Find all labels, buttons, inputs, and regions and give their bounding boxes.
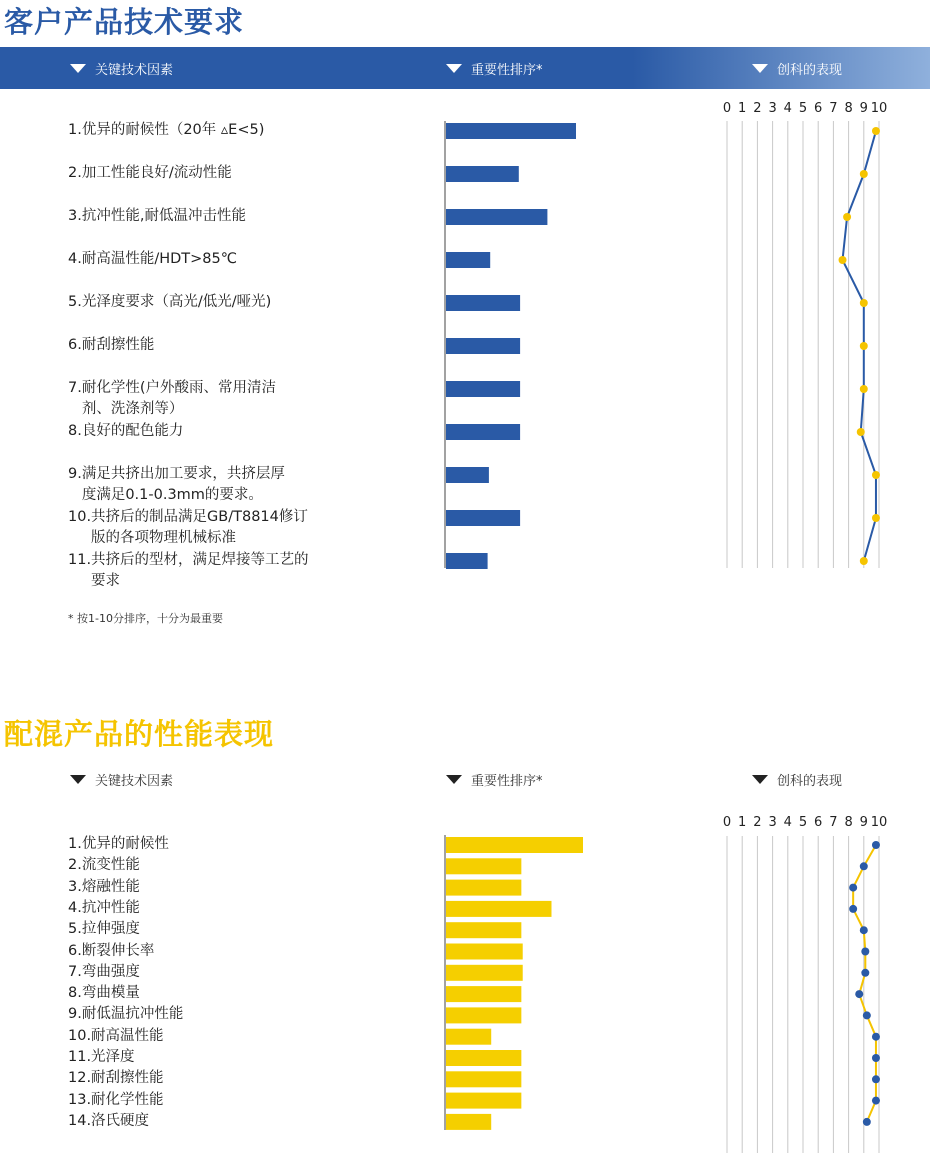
category-label: 7.耐化学性(户外酸雨、常用清洁 剂、洗涤剂等） [68, 380, 276, 417]
category-label: 5.光泽度要求（高光/低光/哑光) [68, 294, 272, 310]
data-point [857, 428, 865, 436]
data-point [872, 1097, 880, 1105]
category-label: 12.耐刮擦性能 [68, 1070, 164, 1087]
header-rank-label: 重要性排序* [471, 773, 543, 789]
category-label: 4.耐高温性能/HDT>85℃ [68, 251, 238, 267]
x-tick-label: 5 [798, 101, 808, 116]
category-label: 6.断裂伸长率 [68, 942, 155, 959]
x-tick-label: 1 [738, 815, 747, 830]
data-point [872, 514, 880, 522]
category-label: 4.抗冲性能 [68, 899, 140, 916]
section-title-compound: 配混产品的性能表现 [4, 717, 275, 751]
bar [446, 166, 519, 182]
bar [446, 965, 523, 981]
bar [446, 1093, 521, 1109]
category-label: 3.熔融性能 [68, 878, 140, 895]
header-factor-label: 关键技术因素 [95, 62, 174, 78]
header-factor-label: 关键技术因素 [95, 773, 174, 789]
category-label: 8.良好的配色能力 [68, 423, 184, 439]
data-point [861, 969, 869, 977]
data-point [872, 1075, 880, 1083]
bar [446, 880, 521, 896]
bar [446, 858, 521, 874]
data-point [860, 557, 868, 565]
category-label: 9.满足共挤出加工要求，共挤层厚 度满足0.1-0.3mm的要求。 [68, 466, 285, 503]
category-label: 3.抗冲性能,耐低温冲击性能 [68, 208, 246, 224]
category-label: 2.流变性能 [68, 857, 140, 874]
category-label: 1.优异的耐候性（20年 ▵E<5) [68, 122, 265, 138]
x-tick-label: 10 [870, 101, 888, 116]
header-perf-label: 创科的表现 [777, 773, 843, 789]
data-point [860, 385, 868, 393]
category-label: 6.耐刮擦性能 [68, 337, 155, 353]
x-tick-label: 6 [814, 101, 823, 116]
data-point [849, 884, 857, 892]
data-point [872, 1054, 880, 1062]
bar [446, 381, 520, 397]
bar [446, 986, 521, 1002]
category-label: 9.耐低温抗冲性能 [68, 1006, 184, 1023]
x-tick-label: 2 [753, 101, 762, 116]
data-point [849, 905, 857, 913]
data-point [855, 990, 863, 998]
data-point [860, 299, 868, 307]
footnote: * 按1-10分排序，十分为最重要 [68, 612, 223, 625]
x-tick-label: 10 [870, 815, 888, 830]
x-tick-label: 2 [753, 815, 762, 830]
bar [446, 901, 551, 917]
category-label: 2.加工性能良好/流动性能 [68, 165, 232, 181]
x-tick-label: 7 [829, 815, 838, 830]
bar [446, 1029, 491, 1045]
x-tick-label: 6 [814, 815, 823, 830]
bar [446, 1114, 491, 1130]
category-label: 1.优异的耐候性 [68, 836, 169, 852]
series-line [843, 131, 876, 561]
data-point [860, 862, 868, 870]
data-point [863, 1011, 871, 1019]
bar [446, 837, 583, 853]
category-label: 7.弯曲强度 [68, 963, 140, 980]
category-label: 10.共挤后的制品满足GB/T8814修订 版的各项物理机械标准 [68, 509, 308, 546]
bar [446, 209, 547, 225]
x-tick-label: 5 [798, 815, 808, 830]
x-tick-label: 7 [829, 101, 838, 116]
bar [446, 922, 521, 938]
x-tick-label: 0 [722, 815, 732, 830]
x-tick-label: 8 [844, 815, 853, 830]
category-label: 10.耐高温性能 [68, 1027, 164, 1044]
data-point [843, 213, 851, 221]
bar [446, 467, 489, 483]
bar [446, 338, 520, 354]
bar [446, 510, 520, 526]
bar [446, 295, 520, 311]
bar [446, 1050, 521, 1066]
bar [446, 424, 520, 440]
data-point [872, 471, 880, 479]
data-point [860, 926, 868, 934]
data-point [860, 342, 868, 350]
header-perf-label: 创科的表现 [777, 62, 843, 78]
bar [446, 1007, 521, 1023]
bar [446, 553, 488, 569]
category-label: 11.光泽度 [68, 1049, 135, 1065]
category-label: 11.共挤后的型材，满足焊接等工艺的 要求 [68, 552, 309, 589]
data-point [860, 170, 868, 178]
x-tick-label: 3 [768, 815, 777, 830]
data-point [872, 841, 880, 849]
data-point [861, 948, 869, 956]
data-point [872, 1033, 880, 1041]
x-tick-label: 3 [768, 101, 777, 116]
x-tick-label: 9 [859, 101, 868, 116]
header-rank-label: 重要性排序* [471, 62, 543, 78]
x-tick-label: 8 [844, 101, 853, 116]
category-label: 5.拉伸强度 [68, 921, 140, 938]
x-tick-label: 1 [738, 101, 747, 116]
category-label: 14.洛氏硬度 [68, 1112, 150, 1129]
data-point [872, 127, 880, 135]
data-point [863, 1118, 871, 1126]
bar [446, 944, 523, 960]
category-label: 8.弯曲模量 [68, 985, 140, 1002]
bar [446, 252, 490, 268]
x-tick-label: 0 [722, 101, 732, 116]
bar [446, 1071, 521, 1087]
data-point [839, 256, 847, 264]
x-tick-label: 4 [783, 101, 792, 116]
category-label: 13.耐化学性能 [68, 1091, 164, 1108]
bar [446, 123, 576, 139]
section-title-customer: 客户产品技术要求 [4, 5, 245, 39]
x-tick-label: 9 [859, 815, 868, 830]
x-tick-label: 4 [783, 815, 792, 830]
